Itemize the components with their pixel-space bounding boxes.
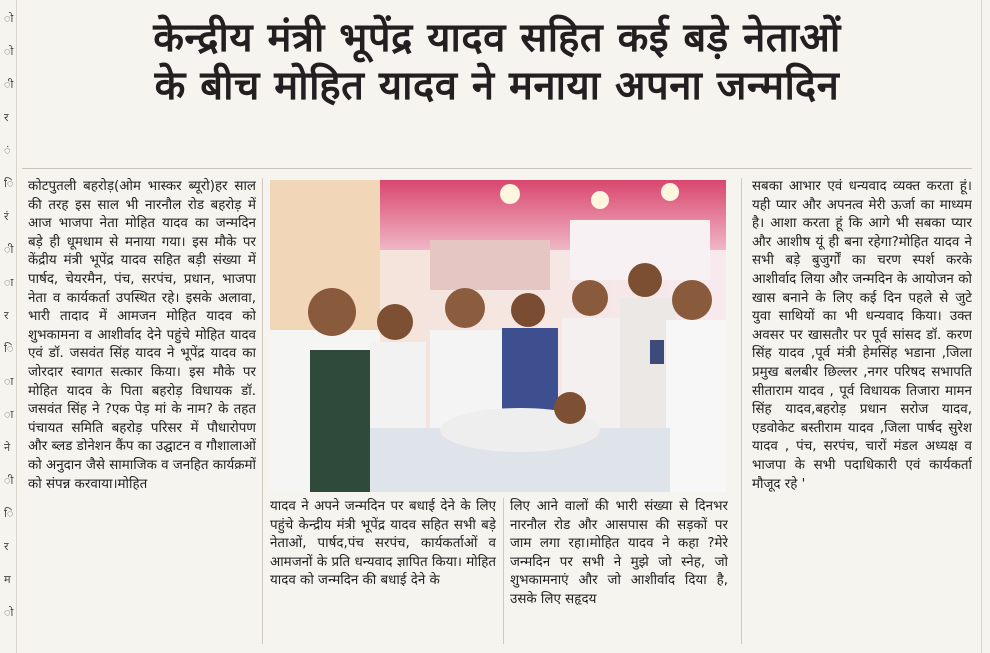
fragment-char: ो (4, 12, 14, 25)
fragment-char: ि (4, 507, 14, 520)
article-column-1: कोटपुतली बहरोड़(ओम भास्कर ब्यूरो)हर साल की तरह इस साल भी नारनौल रोड बहरोड़ में आज भाजपा नेता मोहित यादव का जन्मदिन बड़े ही धूमधाम से मनाया गया। इस मौके पर केंद्रीय मंत्री भूपेंद्र यादव सहित बड़ी संख्या में पार्षद, चेयरमैन, पंच, सरपंच, प्रधान, भाजपा नेता व कार्यकर्ता उपस्थित रहे। इसके अलावा, भारी तादाद में आमजन मोहित यादव को शुभकामना व आशीर्वाद देने पहुंचे मोहित यादव एवं डॉ. जसवंत सिंह यादव ने भूपेंद्र यादव का जोरदार स्वागत सत्कार किया। इस मौके पर मोहित यादव के पिता बहरोड़ विधायक डॉ. जसवंत सिंह ने ?एक पेड़ मां के नाम? के तहत पंचायत समिति बहरोड़ परिसर में पौधारोपण और ब्लड डोनेशन कैंप का उद्घाटन व गौशालाओं को अनुदान जैसे सामाजिक व जनहित कार्यक्रमों को संपन्न करवाया।मोहित (28, 179, 256, 492)
fragment-char: म (4, 573, 11, 586)
fragment-char: र (4, 309, 9, 322)
page-edge-rule (981, 0, 982, 653)
column-divider (262, 178, 263, 644)
column-divider (741, 178, 742, 644)
news-photo (270, 180, 726, 492)
article-column-3: लिए आने वालों की भारी संख्या से दिनभर नारनौल रोड और आसपास की सड़कों पर जाम लगा रहा।मोहित यादव ने कहा ?मेरे जन्मदिन पर सभी ने मुझे जो स्नेह, जो शुभकामनाएं और जो आशीर्वाद दिया है, उसके लिए सहृदय (510, 499, 728, 607)
headline-line-1: केन्द्रीय मंत्री भूपेंद्र यादव सहित कई बड़े नेताओं (153, 15, 841, 61)
fragment-char: ी (4, 78, 14, 91)
fragment-char: ा (4, 408, 14, 421)
article-column-2: यादव ने अपने जन्मदिन पर बधाई देने के लिए पहुंचे केन्द्रीय मंत्री भूपेंद्र यादव सहित सभी बड़े नेताओं, पार्षद,पंच सरपंच, कार्यकर्ताओं व आमजनों के प्रति धन्यवाद ज्ञापित किया। मोहित यादव को जन्मदिन की बधाई देने के (270, 499, 496, 589)
news-photo-icon (270, 180, 726, 492)
headline-divider (22, 168, 972, 169)
fragment-char: ा (4, 375, 14, 388)
headline (22, 14, 972, 110)
fragment-char: ा (4, 276, 14, 289)
headline-line-2: के बीच मोहित यादव ने मनाया अपना जन्मदिन (154, 63, 840, 109)
fragment-char: र (4, 111, 9, 124)
fragment-char: ि (4, 342, 14, 355)
fragment-char: ो (4, 606, 14, 619)
fragment-char: ं (4, 144, 11, 157)
article-column-4: सबका आभार एवं धन्यवाद व्यक्त करता हूं। यही प्यार और अपनत्व मेरी ऊर्जा का माध्यम है। आशा करता हूं कि आगे भी सबका प्यार और आशीष यूं ही बना रहेगा?मोहित यादव ने सभी बड़े बुजुर्गों का चरण स्पर्श करके आशीर्वाद लिया और जन्मदिन के आयोजन को खास बनाने के लिए कई दिन पहले से जुटे युवा साथियों का भी धन्यवाद किया। उक्त अवसर पर खासतौर पर पूर्व सांसद डॉ. करण सिंह यादव ,पूर्व मंत्री हेमसिंह भडाना ,जिला प्रमुख बलबीर छिल्लर ,नगर परिषद सभापति सीताराम यादव , पूर्व विधायक तिजारा मामन सिंह यादव,बहरोड़ प्रधान सरोज यादव, एडवोकेट बस्तीराम यादव ,जिला पार्षद सुरेश यादव , पंच, सरपंच, चारों मंडल अध्यक्ष व भाजपा के सभी पदाधिकारी एवं कार्यकर्ता मौजूद रहे ' (752, 179, 972, 492)
fragment-char: ी (4, 243, 14, 256)
fragment-char: ि (4, 177, 14, 190)
adjacent-column-fragment (0, 0, 17, 653)
fragment-char: रं (4, 210, 9, 223)
fragment-char: ी (4, 474, 14, 487)
fragment-char: र (4, 540, 9, 553)
fragment-char: ो (4, 45, 14, 58)
column-divider (503, 498, 504, 644)
fragment-char: ने (4, 441, 11, 454)
